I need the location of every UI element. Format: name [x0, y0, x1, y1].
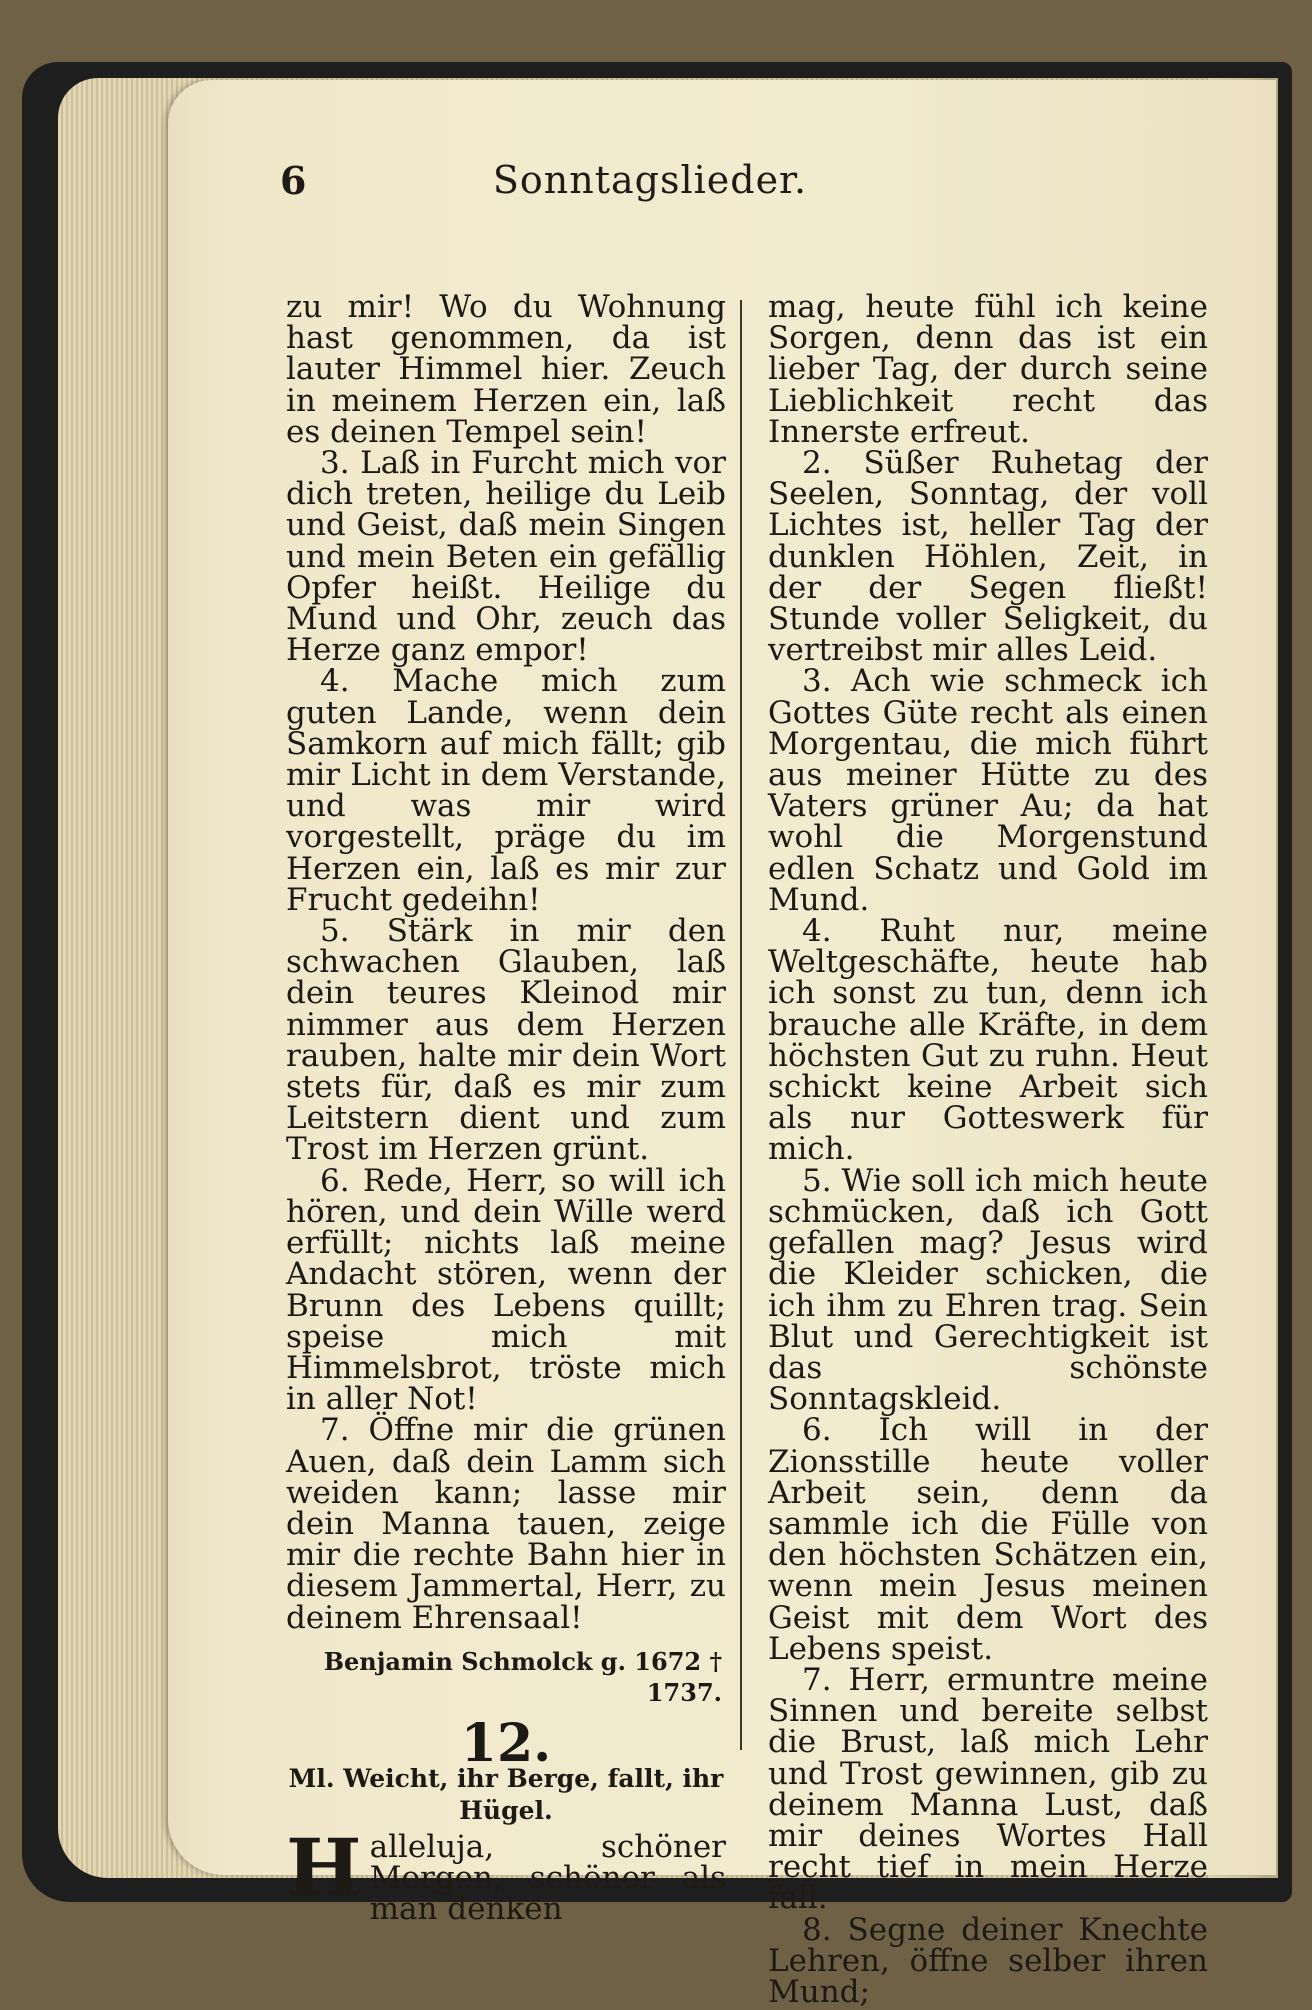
verse-5: 5. Wie soll ich mich heute schmücken, daß ich Gott gefallen mag? Jesus wird die Kleider schicken, die ich ihm zu Ehren trag. Sein Blut und Gerechtigkeit ist das schönste Sonntagskleid.: [768, 1162, 1208, 1418]
running-head: Sonntagslieder.: [492, 158, 808, 202]
book-page: [168, 80, 1276, 2010]
page-number: 6: [280, 158, 307, 203]
left-column: [286, 289, 726, 1928]
verse-3: 3. Ach wie schmeck ich Gottes Güte recht als einen Morgentau, die mich führt aus meiner Hütte zu des Vaters grüner Au; da hat wohl die Morgenstund edlen Schatz und Gold im Mund.: [768, 663, 1208, 918]
page-header: [280, 158, 1020, 218]
verse-4: 4. Ruht nur, meine Weltgeschäfte, heute hab ich sonst zu tun, denn ich brauche alle Kräfte, in dem höchsten Gut zu ruhn. Heut schickt keine Arbeit sich als nur Gotteswerk für mich.: [768, 913, 1208, 1168]
verse-8: 8. Segne deiner Knechte Lehren, öffne selber ihren Mund;: [768, 1911, 1208, 2010]
drop-cap: H: [286, 1820, 362, 1915]
verse-6: 6. Ich will in der Zionsstille heute voller Arbeit sein, denn da sammle ich die Fülle von den höchsten Schätzen ein, wenn mein Jesus meinen Geist mit dem Wort des Lebens speist.: [768, 1412, 1208, 1667]
verse-7: 7. Herr, ermuntre meine Sinnen und bereite selbst die Brust, laß mich Lehr und Trost gewinnen, gib zu deinem Manna Lust, daß mir deines Wortes Hall recht tief in mein Herze fall.: [768, 1661, 1208, 1917]
verse-2: 2. Süßer Ruhetag der Seelen, Sonntag, der voll Lichtes ist, heller Tag der dunklen Höhlen, Zeit, in der der Segen fließt! Stunde voller Seligkeit, du vertreibst mir alles Leid.: [768, 445, 1208, 669]
verse-continuation: zu mir! Wo du Wohnung hast genommen, da ist lauter Himmel hier. Zeuch in meinem Herzen ein, laß es deinen Tempel sein!: [286, 289, 726, 450]
verse-5: 5. Stärk in mir den schwachen Glauben, laß dein teures Kleinod mir nimmer aus dem Herzen rauben, halte mir dein Wort stets für, daß es mir zum Leitstern dient und zum Trost im Herzen grünt.: [286, 913, 726, 1168]
verse-3: 3. Laß in Furcht mich vor dich treten, heilige du Leib und Geist, daß mein Singen und mein Beten ein gefällig Opfer heißt. Heilige du Mund und Ohr, zeuch das Herze ganz empor!: [286, 445, 726, 669]
column-divider: [740, 300, 742, 1750]
melody-line: Ml. Weicht, ihr Berge, fallt, ihr Hügel.: [288, 1764, 724, 1825]
verse-1-continuation: mag, heute fühl ich keine Sorgen, denn das ist ein lieber Tag, der durch seine Lieblichkeit recht das Innerste erfreut.: [768, 289, 1208, 450]
right-column: [768, 289, 1208, 2010]
hymn-number: 12.: [460, 1713, 552, 1775]
author-attribution: Benjamin Schmolck g. 1672 † 1737.: [323, 1646, 722, 1707]
hymn-first-verse: [286, 1820, 726, 1928]
verse-6: 6. Rede, Herr, so will ich hören, und dein Wille werd erfüllt; nichts laß meine Andacht stören, wenn der Brunn des Lebens quillt; speise mich mit Himmelsbrot, tröste mich in aller Not!: [286, 1162, 726, 1418]
verse-7: 7. Öffne mir die grünen Auen, daß dein Lamm sich weiden kann; lasse mir dein Manna tauen, zeige mir die rechte Bahn hier in diesem Jammertal, Herr, zu deinem Ehrensaal!: [286, 1412, 726, 1636]
hymn-first-verse-text: alleluja, schöner Morgen, schöner als man denken: [369, 1828, 726, 1928]
verse-4: 4. Mache mich zum guten Lande, wenn dein Samkorn auf mich fällt; gib mir Licht in dem Verstande, und was mir wird vorgestellt, präge du im Herzen ein, laß es mir zur Frucht gedeihn!: [286, 663, 726, 918]
